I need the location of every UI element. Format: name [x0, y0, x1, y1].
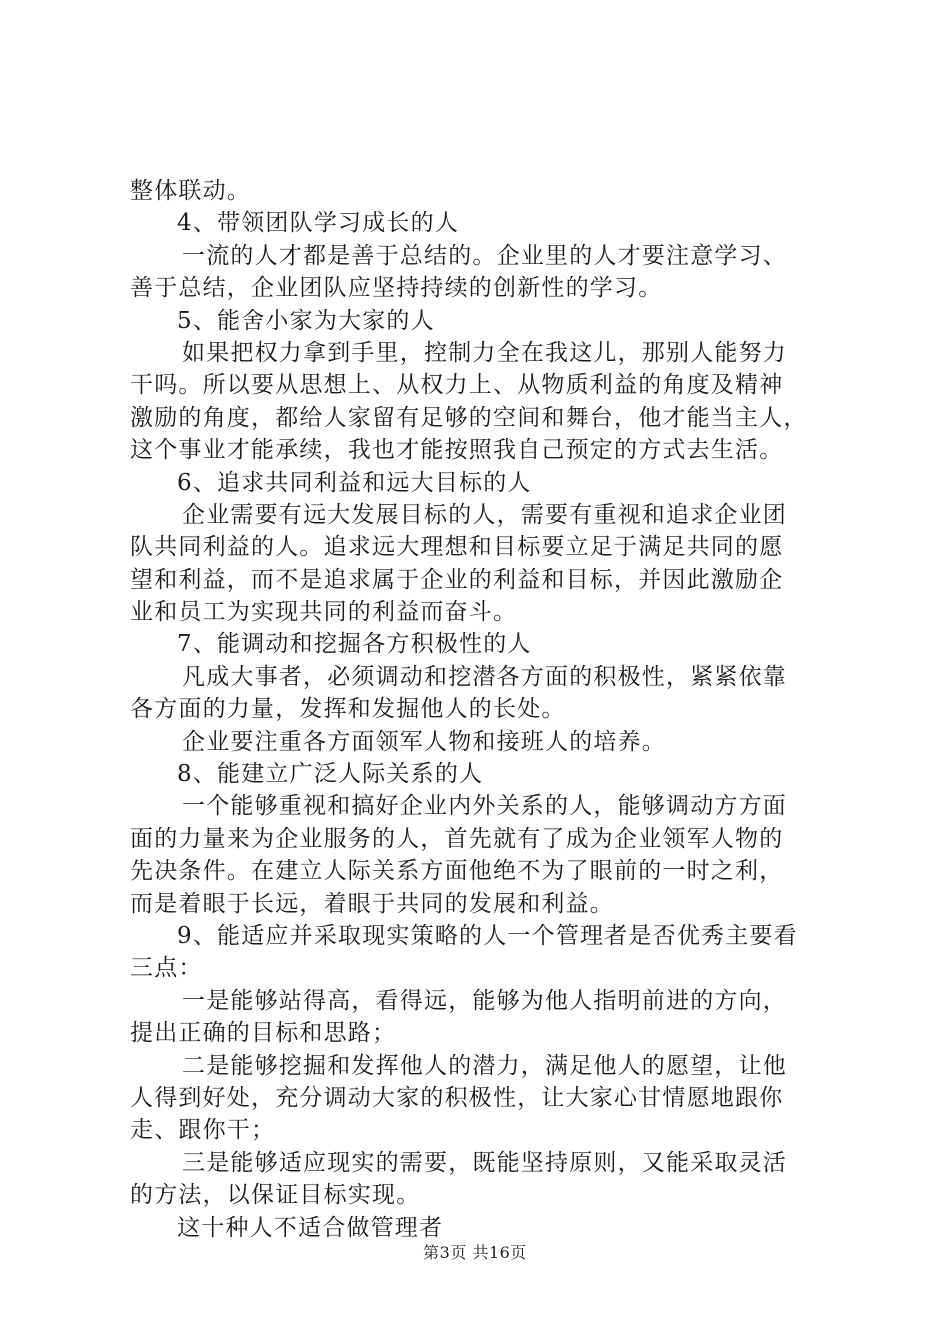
- text-line: 整体联动。: [130, 178, 251, 204]
- text-line: 业和员工为实现共同的利益而奋斗。: [130, 599, 518, 626]
- text-line: 的方法，以保证目标实现。: [130, 1182, 421, 1209]
- text-line: 各方面的力量，发挥和发掘他人的长处。: [130, 696, 566, 723]
- section-heading-4: 4、带领团队学习成长的人: [177, 210, 460, 237]
- section-heading-9: 9、能适应并采取现实策略的人一个管理者是否优秀主要看: [177, 922, 798, 949]
- section-heading-6: 6、追求共同利益和远大目标的人: [177, 469, 532, 496]
- text-line: 一是能够站得高，看得远，能够为他人指明前进的方向，: [182, 987, 787, 1014]
- text-line: 这十种人不适合做管理者: [177, 1214, 444, 1241]
- section-heading-8: 8、能建立广泛人际关系的人: [177, 761, 484, 788]
- text-line: 如果把权力拿到手里，控制力全在我这儿，那别人能努力: [182, 339, 787, 366]
- text-line: 望和利益，而不是追求属于企业的利益和目标，并因此激励企: [130, 566, 784, 593]
- text-line: 面的力量来为企业服务的人，首先就有了成为企业领军人物的: [130, 825, 784, 852]
- text-line: 队共同利益的人。追求远大理想和目标要立足于满足共同的愿: [130, 534, 784, 561]
- page-number-footer: 第3页 共16页: [423, 1243, 527, 1262]
- text-line: 激励的角度，都给人家留有足够的空间和舞台，他才能当主人，: [130, 404, 808, 431]
- text-line: 先决条件。在建立人际关系方面他绝不为了眼前的一时之利，: [130, 858, 784, 885]
- text-line: 凡成大事者，必须调动和挖潜各方面的积极性，紧紧依靠: [182, 663, 787, 690]
- text-line: 提出正确的目标和思路；: [130, 1020, 397, 1047]
- text-line: 企业要注重各方面领军人物和接班人的培养。: [182, 728, 666, 755]
- text-line: 走、跟你干；: [130, 1117, 276, 1144]
- text-line: 三点：: [130, 955, 203, 982]
- section-heading-7: 7、能调动和挖掘各方积极性的人: [177, 631, 532, 658]
- text-line: 这个事业才能承续，我也才能按照我自己预定的方式去生活。: [130, 437, 784, 464]
- text-line: 企业需要有远大发展目标的人，需要有重视和追求企业团: [182, 501, 787, 528]
- document-body: [130, 175, 830, 1244]
- text-line: 一流的人才都是善于总结的。企业里的人才要注意学习、: [182, 242, 787, 269]
- text-line: 二是能够挖掘和发挥他人的潜力，满足他人的愿望，让他: [182, 1052, 787, 1079]
- text-line: 而是着眼于长远，着眼于共同的发展和利益。: [130, 890, 614, 917]
- section-heading-5: 5、能舍小家为大家的人: [177, 307, 435, 334]
- text-line: 善于总结，企业团队应坚持持续的创新性的学习。: [130, 275, 663, 302]
- text-line: 三是能够适应现实的需要，既能坚持原则，又能采取灵活: [182, 1149, 787, 1176]
- text-line: 人得到好处，充分调动大家的积极性，让大家心甘情愿地跟你: [130, 1084, 784, 1111]
- text-line: 一个能够重视和搞好企业内外关系的人，能够调动方方面: [182, 793, 787, 820]
- text-line: 干吗。所以要从思想上、从权力上、从物质利益的角度及精神: [130, 372, 784, 399]
